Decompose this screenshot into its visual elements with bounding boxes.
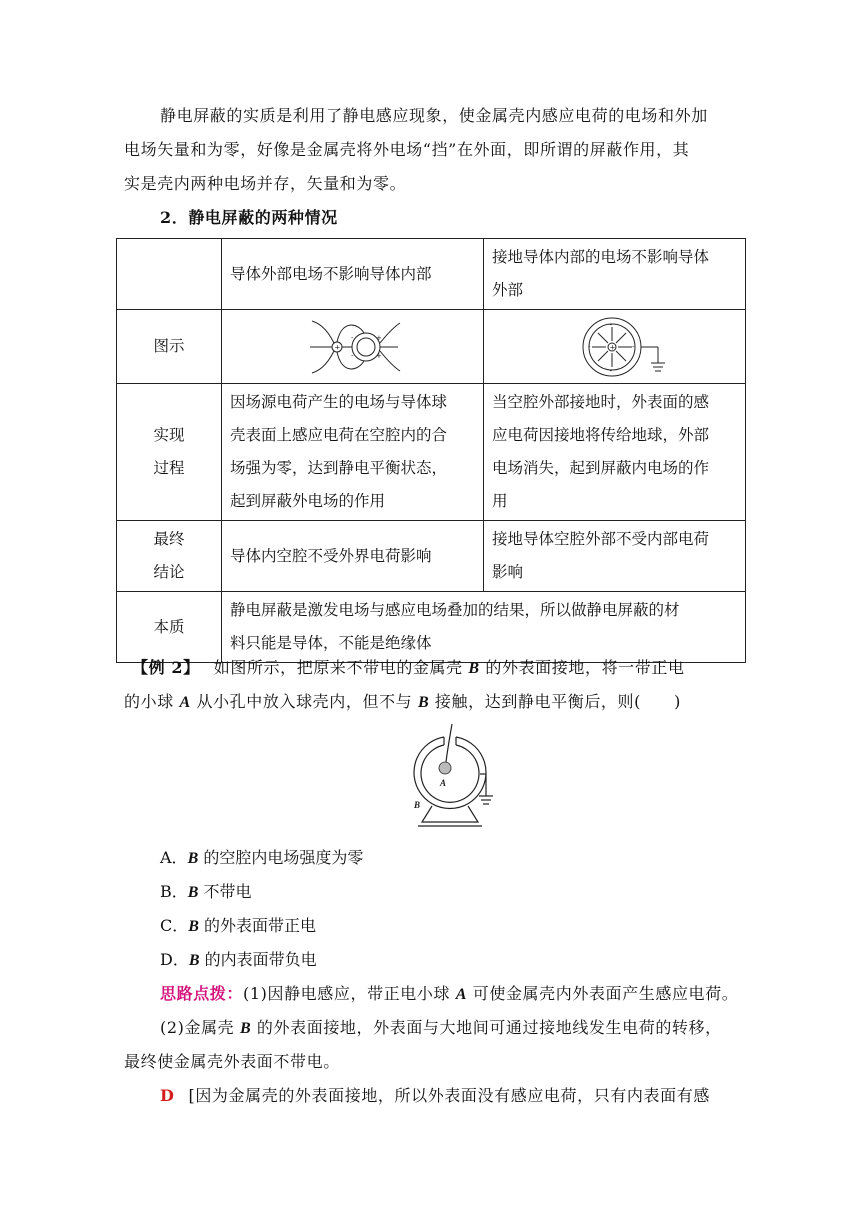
option-d[interactable] xyxy=(160,948,317,973)
metal-shell-diagram xyxy=(398,722,502,830)
option-b-text: 不带电 xyxy=(198,882,252,901)
grounded-conductor-diagram xyxy=(492,315,737,379)
option-d-letter: D． xyxy=(160,950,189,969)
option-a[interactable] xyxy=(160,846,363,871)
hint-label: 思路点拨： xyxy=(160,984,244,1003)
svg-text:-: - xyxy=(588,342,591,351)
hint-text-1b: 可使金属壳内外表面产生感应电荷。 xyxy=(467,984,739,1003)
option-c-var: B xyxy=(188,918,199,935)
process-label-line2: 过程 xyxy=(153,459,185,477)
external-field-diagram xyxy=(230,315,459,379)
table-row-process xyxy=(117,384,746,521)
hint-line-3: 最终使金属壳外表面不带电。 xyxy=(124,1052,340,1071)
process-col2-line2: 应电荷因接地将传给地球，外部 xyxy=(492,426,710,444)
shielding-table xyxy=(116,238,746,663)
header-col2-line1: 接地导体内部的电场不影响导体 xyxy=(492,248,710,266)
hint-line-2 xyxy=(160,1016,780,1041)
hint-text-1a: (1)因静电感应，带正电小球 xyxy=(243,984,456,1003)
table-row-figure xyxy=(117,310,746,384)
example-line-1 xyxy=(132,656,752,681)
table-row-header xyxy=(117,239,746,310)
svg-text:-: - xyxy=(609,366,613,375)
essence-label: 本质 xyxy=(117,592,222,663)
svg-text:+: + xyxy=(334,343,341,351)
conclusion-col1: 导体内空腔不受外界电荷影响 xyxy=(222,521,484,592)
process-col1-line3: 场强为零，达到静电平衡状态， xyxy=(230,459,448,477)
conclusion-label-line1: 最终 xyxy=(153,530,185,548)
conclusion-label xyxy=(117,521,222,592)
hint-line-1 xyxy=(160,982,780,1007)
example-text-2b: 从小孔中放入球壳内，但不与 xyxy=(190,692,418,711)
header-col1: 导体外部电场不影响导体内部 xyxy=(222,239,484,310)
process-col2-line4: 用 xyxy=(492,492,508,510)
process-label xyxy=(117,384,222,521)
table-row-essence xyxy=(117,592,746,663)
option-c-letter: C． xyxy=(160,916,189,935)
option-d-text: 的内表面带负电 xyxy=(199,950,317,969)
header-empty-cell xyxy=(117,239,222,310)
intro-line-3: 实是壳内两种电场并存，矢量和为零。 xyxy=(124,174,407,193)
table-row-conclusion xyxy=(117,521,746,592)
header-col2-line2: 外部 xyxy=(492,281,524,299)
option-a-letter: A． xyxy=(160,848,188,867)
process-label-line1: 实现 xyxy=(153,426,185,444)
conclusion-label-line2: 结论 xyxy=(153,563,185,581)
example-text-2c: 接触，达到静电平衡后，则( ) xyxy=(429,692,682,711)
option-b[interactable] xyxy=(160,880,252,905)
example-var-a: A xyxy=(179,694,191,711)
process-col2-line3: 电场消失，起到屏蔽内电场的作 xyxy=(492,459,710,477)
essence-line1: 静电屏蔽是激发电场与感应电场叠加的结果，所以做静电屏蔽的材 xyxy=(230,601,680,619)
option-a-var: B xyxy=(187,850,199,867)
example-figure xyxy=(398,722,502,834)
option-b-letter: B． xyxy=(160,882,188,901)
process-col1-line1: 因场源电荷产生的电场与导体球 xyxy=(230,393,448,411)
essence-content xyxy=(222,592,746,663)
svg-text:+: + xyxy=(609,343,616,351)
intro-line-1: 静电屏蔽的实质是利用了静电感应现象，使金属壳内感应电荷的电场和外加 xyxy=(160,106,708,125)
svg-text:-: - xyxy=(609,320,613,329)
hint-var-a: A xyxy=(455,986,468,1003)
essence-line2: 料只能是导体，不能是绝缘体 xyxy=(230,634,432,652)
process-col1 xyxy=(222,384,484,521)
small-ball-a xyxy=(439,762,451,774)
answer-line xyxy=(160,1084,780,1108)
answer-letter: D xyxy=(160,1086,175,1105)
header-col2 xyxy=(484,239,746,310)
conclusion-col2-line2: 影响 xyxy=(492,563,524,581)
example-var-b: B xyxy=(468,660,480,677)
example-text-1a: 如图所示，把原来不带电的金属壳 xyxy=(213,658,469,677)
process-col2-line1: 当空腔外部接地时，外表面的感 xyxy=(492,393,710,411)
label-a: A xyxy=(440,778,447,788)
conclusion-col2 xyxy=(484,521,746,592)
svg-text:+: + xyxy=(376,333,382,342)
example-text-1b: 的外表面接地，将一带正电 xyxy=(479,658,685,677)
svg-text:-: - xyxy=(351,351,354,360)
example-text-2a: 的小球 xyxy=(124,692,180,711)
label-b: B xyxy=(414,800,421,810)
answer-text: [因为金属壳的外表面接地，所以外表面没有感应电荷，只有内表面有感 xyxy=(188,1086,710,1105)
hint-text-2b: 的外表面接地，外表面与大地间可通过接地线发生电荷的转移， xyxy=(251,1018,722,1037)
hint-text-2a: (2)金属壳 xyxy=(160,1018,240,1037)
svg-text:-: - xyxy=(351,333,354,342)
svg-text:-: - xyxy=(632,342,635,351)
option-c[interactable] xyxy=(160,914,316,939)
option-c-text: 的外表面带正电 xyxy=(198,916,317,935)
example-tag: 【例 2】 xyxy=(132,658,200,677)
option-a-text: 的空腔内电场强度为零 xyxy=(198,848,364,867)
intro-line-2: 电场矢量和为零，好像是金属壳将外电场“挡”在外面，即所谓的屏蔽作用，其 xyxy=(124,140,690,159)
conclusion-col2-line1: 接地导体空腔外部不受内部电荷 xyxy=(492,530,710,548)
option-b-var: B xyxy=(187,884,199,901)
figure-external-field xyxy=(222,310,484,384)
example-line-2 xyxy=(124,690,744,715)
process-col1-line2: 壳表面上感应电荷在空腔内的合 xyxy=(230,426,448,444)
option-d-var: B xyxy=(188,952,200,969)
figure-label: 图示 xyxy=(117,310,222,384)
example-var-b-2: B xyxy=(417,694,430,711)
svg-text:+: + xyxy=(376,351,382,360)
figure-grounded-conductor xyxy=(484,310,746,384)
hint-var-b: B xyxy=(239,1020,252,1037)
process-col1-line4: 起到屏蔽外电场的作用 xyxy=(230,492,386,510)
process-col2 xyxy=(484,384,746,521)
section-heading: 2．静电屏蔽的两种情况 xyxy=(160,208,338,227)
